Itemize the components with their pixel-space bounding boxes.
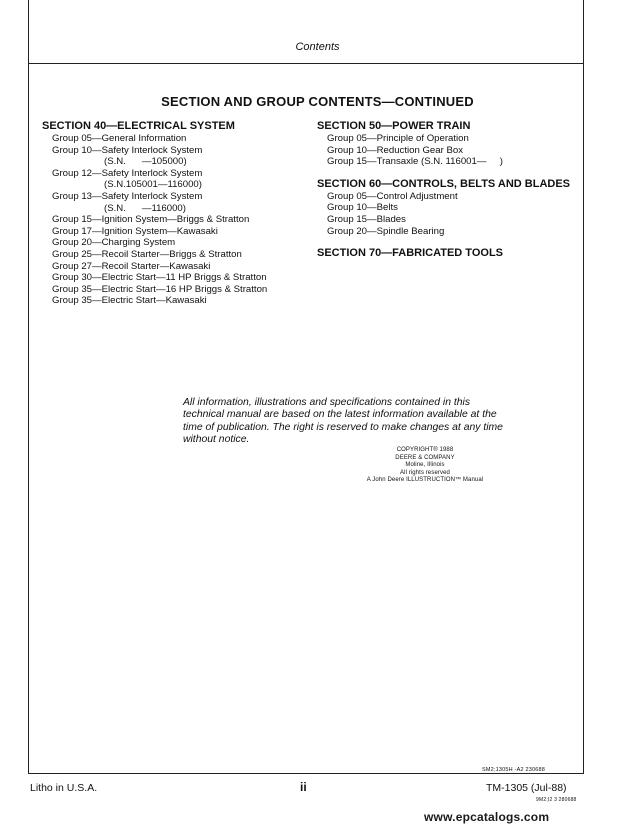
serial-range: (S.N. —105000)	[104, 156, 187, 168]
copyright-line: A John Deere ILLUSTRUCTION™ Manual	[366, 477, 484, 483]
group-item: Group 25—Recoil Starter—Briggs & Stratton	[52, 248, 242, 260]
copyright-line: All rights reserved	[400, 469, 450, 476]
group-item: Group 10—Reduction Gear Box	[327, 144, 463, 156]
page-number: ii	[300, 780, 307, 794]
group-item: Group 10—Safety Interlock System	[52, 144, 203, 156]
group-item: Group 10—Belts	[327, 202, 398, 214]
print-code: 9M2;I2 3 280688	[536, 797, 577, 803]
group-item: Group 05—Principle of Operation	[327, 133, 469, 144]
section-heading: SECTION 60—CONTROLS, BELTS AND BLADES	[317, 177, 571, 190]
group-item: Group 20—Spindle Bearing	[327, 225, 445, 237]
page-border-right	[583, 63, 584, 773]
copyright-line: DEERE & COMPANY	[395, 454, 455, 461]
print-code: SM2;1305H -A2 230688	[482, 767, 546, 773]
group-item: Group 35—Electric Start—16 HP Briggs & Stratton	[52, 283, 268, 295]
group-item: Group 12—Safety Interlock System	[52, 167, 203, 179]
footer-rule	[28, 773, 584, 774]
section-heading: SECTION 40—ELECTRICAL SYSTEM	[42, 120, 235, 132]
page-border-left	[28, 63, 29, 773]
group-item: Group 15—Ignition System—Briggs & Stratton	[52, 214, 250, 226]
left-column	[42, 120, 297, 307]
copyright-line: COPYRIGHT® 1988	[396, 447, 454, 453]
group-item: Group 05—General Information	[52, 133, 187, 144]
page-title: SECTION AND GROUP CONTENTS—CONTINUED	[161, 94, 474, 109]
group-item: Group 27—Recoil Starter—Kawasaki	[52, 260, 211, 272]
copyright-block	[300, 447, 550, 485]
serial-range: (S.N.105001—116000)	[104, 179, 202, 191]
group-item: Group 30—Electric Start—11 HP Briggs & Stratton	[52, 272, 267, 284]
group-item: Group 13—Safety Interlock System	[52, 190, 203, 202]
watermark-link[interactable]: www.epcatalogs.com	[424, 810, 550, 824]
section-heading: SECTION 50—POWER TRAIN	[317, 120, 471, 132]
page-border-left	[28, 0, 29, 64]
group-item: Group 17—Ignition System—Kawasaki	[52, 225, 218, 237]
section-heading: SECTION 70—FABRICATED TOOLS	[317, 247, 504, 260]
group-item: Group 15—Transaxle (S.N. 116001— )	[327, 156, 503, 168]
group-item: Group 15—Blades	[327, 213, 406, 225]
disclaimer-notice: All information, illustrations and specifications contained in this technical manual are based on the latest information available at the time of publication. The right is reserved to make changes at any time without notice.	[183, 397, 503, 446]
group-item: Group 20—Charging System	[52, 237, 176, 249]
serial-range: (S.N. —116000)	[104, 202, 186, 214]
page-border-right	[583, 0, 584, 64]
page-header-title: Contents	[295, 41, 340, 53]
footer-litho: Litho in U.S.A.	[30, 782, 98, 794]
header-rule	[28, 63, 584, 64]
manual-number: TM-1305 (Jul-88)	[486, 782, 567, 794]
copyright-line: Moline, Illinois	[405, 462, 445, 468]
group-item: Group 35—Electric Start—Kawasaki	[52, 295, 207, 307]
right-column	[317, 120, 577, 260]
group-item: Group 05—Control Adjustment	[327, 190, 458, 202]
